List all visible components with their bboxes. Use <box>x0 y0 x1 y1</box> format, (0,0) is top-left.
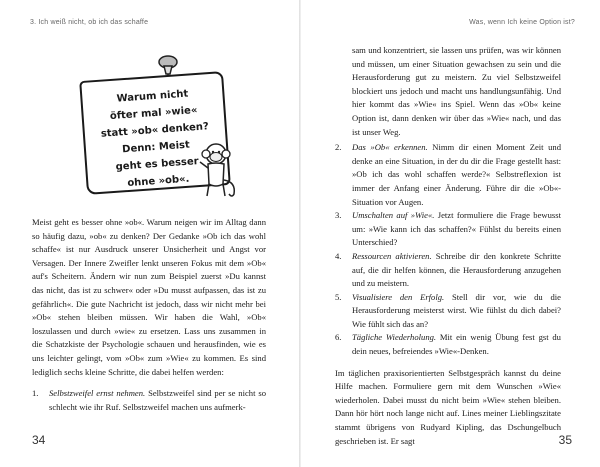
note-line: öfter mal »wie« <box>109 105 198 123</box>
list-item <box>335 331 561 358</box>
list-number: 6. <box>335 332 342 343</box>
list-number: 5. <box>335 291 342 302</box>
note-line: geht es besser <box>115 156 200 173</box>
note-line: statt »ob« denken? <box>100 121 210 140</box>
cartoon-note-illustration <box>58 56 258 206</box>
steps-list <box>32 387 266 414</box>
list-title: Umschalten auf »Wie«. <box>352 210 435 221</box>
continuation-paragraph: sam und konzentriert, sie lassen uns prüfen, was wir können und müssen, um einer Situation gewachsen zu sein und die Herausforderung gut zu meistern. Zu viel Selbstzweifel blockiert uns jedoch und macht uns handlungsunfähig. Und hier kommt das »Wie« ins Spiel. Wenn das »Ob« keine Option ist, dann denken wir über das »Wie« nach, und das ist unser Weg. <box>352 45 561 137</box>
list-title: Tägliche Wiederholung. <box>352 332 437 343</box>
list-text: Stell dir vor, wie du die Herausforderung meisterst wirst. Wie fühlst du dich dabei? Wie fühlt sich das an? <box>352 291 561 329</box>
list-title: Das »Ob« erkennen. <box>352 142 428 153</box>
right-body-text <box>335 44 561 448</box>
left-body-text <box>32 216 266 414</box>
list-item <box>335 141 561 209</box>
list-number: 3. <box>335 210 342 221</box>
left-running-header: 3. Ich weiß nicht, ob ich das schaffe <box>30 19 149 26</box>
note-line: Denn: Meist <box>121 139 191 156</box>
right-running-header: Was, wenn Ich keine Option ist? <box>469 19 575 26</box>
steps-list-continued <box>335 141 561 359</box>
list-item <box>335 250 561 291</box>
list-text: Schreibe dir den konkrete Schritte auf, die dir helfen können, die Herausforderung anzugehen und zu meistern. <box>352 250 561 289</box>
right-page-number: 35 <box>558 433 572 447</box>
note-line: ohne »ob«. <box>127 173 190 190</box>
note-line: Warum nicht <box>116 88 189 105</box>
closing-paragraph: Im täglichen praxisorientierten Selbstgespräch kannst du deine Hilfe machen. Formuliere gern mit dem Wunschen »Wie« wiederholen. Dabei musst du nicht beim »Wie« stehen bleiben. Dann hör hört noch lange nicht auf. Lines meiner Lieblingszitate stammt übrigens von Rudyard Kipling, das Dschungelbuch geschrieben ist. Er sagt <box>335 367 561 446</box>
list-item <box>335 209 561 250</box>
list-title: Visualisiere den Erfolg. <box>352 291 445 302</box>
list-number: 2. <box>335 142 342 153</box>
monkey-icon <box>196 142 240 200</box>
body-paragraph: Meist geht es besser ohne »ob«. Warum neigen wir im Alltag dann so häufig dazu, »ob« zu denken? Der Gedanke »Ob ich das wohl schaffe« ist nur Ausdruck unserer Unsicherheit und Angst vor Versagen. Der Innere Zweifler lenkt unseren Fokus mit dem »Ob« auf's Scheitern. Ändern wir nun zum Beispiel zuerst »Du kannst das nicht, das ist zu schwer« oder »Du musst aufpassen, das ist zu gefährlich«. Die gute Nachricht ist jedoch, dass wir nicht mehr bei »Ob« stehen bleiben müssen. Wir haben die Wahl, »Ob« loszulassen und durch »wie« zu ersetzen. Lass uns zusammen in die Schatzkiste der Psychologie schauen und herausfinden, wie es uns leichter gelingt, vom »Ob« zum »Wie« zu kommen. Es sind lediglich sechs kleine Schritte, die dabei helfen werden: <box>32 217 266 377</box>
list-text: Jetzt formuliere die Frage bewusst um: »Wie kann ich das schaffen?« Fühlst du bereits einen Unterschied? <box>352 210 561 248</box>
list-text: Selbstzweifel sind per se nicht so schlecht wie ihr Ruf. Selbstzweifel machen uns aufmerk- <box>49 388 266 412</box>
list-text: Nimm dir einen Moment Zeit und denke an eine Situation, in der du dir die Frage gestellt hast: »Ob ich das wohl schaffen werde?« Selbstreflexion ist immer der Anfang einer Änderung. Führe dir die »Ob«-Situation vor Augen. <box>352 142 561 207</box>
list-title: Selbstzweifel ernst nehmen. <box>49 388 146 399</box>
list-number: 4. <box>335 250 342 261</box>
list-number: 1. <box>32 388 39 399</box>
list-item <box>32 387 266 414</box>
list-item <box>335 291 561 332</box>
list-title: Ressourcen aktivieren. <box>352 250 432 261</box>
left-page-number: 34 <box>32 433 46 447</box>
list-text: Mit ein wenig Übung fest gst du dein neues, befreiendes »Wie«-Denken. <box>352 332 561 357</box>
